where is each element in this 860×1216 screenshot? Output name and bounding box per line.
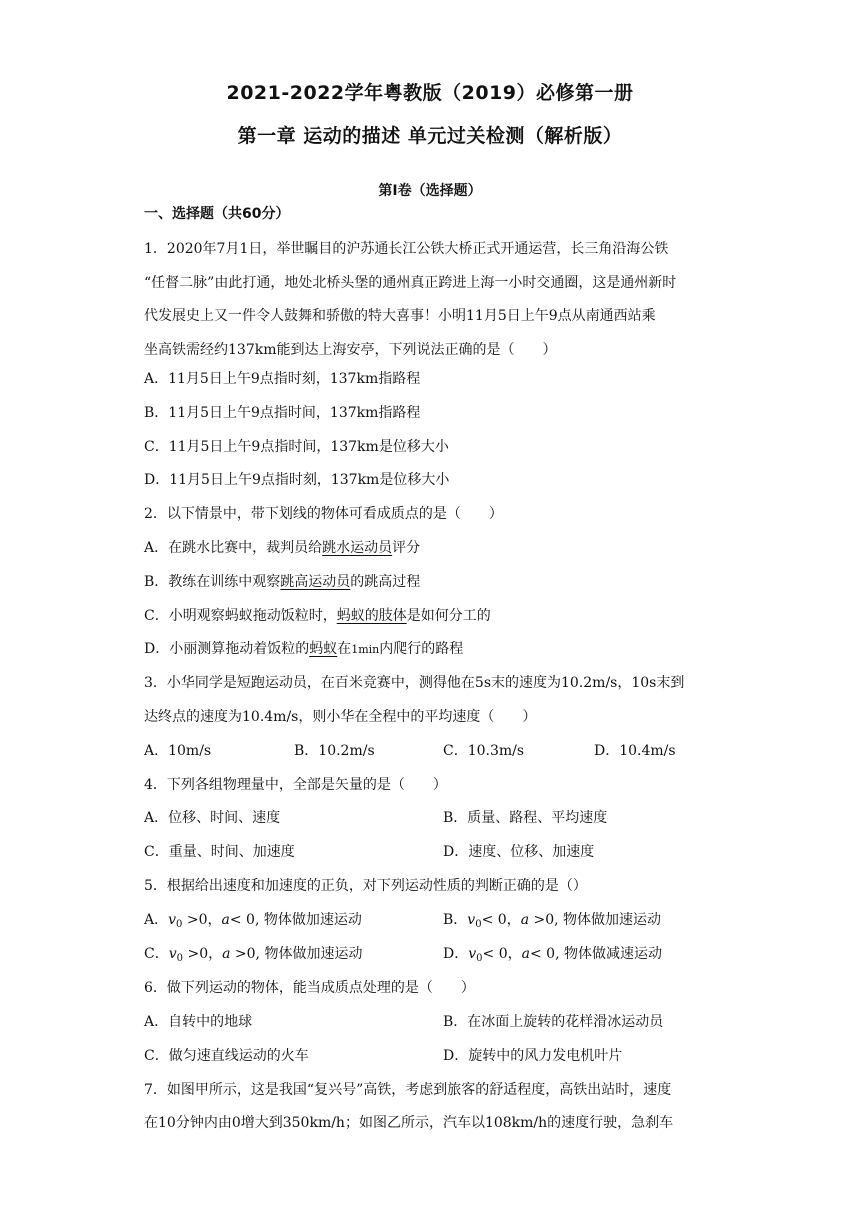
volume-heading: 第Ⅰ卷（选择题）	[378, 183, 482, 199]
q4-option-c: C．重量、时间、加速度	[144, 844, 295, 860]
q2-a-underlined: 跳水运动员	[322, 540, 393, 556]
q1-option-c: C．11月5日上午9点指时间，137km是位移大小	[144, 439, 449, 455]
q1-stem-line-4: 坐高铁需经约137km能到达上海安亭，下列说法正确的是（ ）	[144, 342, 557, 358]
q1-option-a: A．11月5日上午9点指时刻，137km指路程	[144, 371, 421, 387]
q2-d-underlined: 蚂蚁	[309, 641, 338, 657]
q3-option-b: B．10.2m/s	[294, 743, 375, 759]
q5-option-d: D．$v_0< 0$，a< 0, 物体做减速运动	[443, 946, 662, 964]
q5-option-b: B．$v_0< 0$，a >0, 物体做加速运动	[443, 912, 662, 930]
q4-option-d: D．速度、位移、加速度	[443, 844, 595, 860]
q3-stem-line-1: 3．小华同学是短跑运动员，在百米竞赛中，测得他在5s末的速度为10.2m/s，10s末到	[144, 675, 685, 691]
q6-stem: 6．做下列运动的物体，能当成质点处理的是（ ）	[144, 980, 475, 996]
q2-stem: 2．以下情景中，带下划线的物体可看成质点的是（ ）	[144, 506, 503, 522]
q4-stem: 4．下列各组物理量中，全部是矢量的是（ ）	[144, 777, 447, 793]
q2-option-c: C．小明观察蚂蚁拖动饭粒时，蚂蚁的肢体是如何分工的	[144, 608, 491, 624]
q3-stem-line-2: 达终点的速度为10.4m/s，则小华在全程中的平均速度（ ）	[144, 709, 537, 725]
q5-option-c: C．$v_0 >0$，a >0, 物体做加速运动	[144, 946, 363, 964]
q5-option-a: A．$v_0 >0$，a< 0, 物体做加速运动	[144, 912, 362, 930]
q2-option-a: A．在跳水比赛中，裁判员给跳水运动员评分	[144, 540, 421, 556]
q3-option-d: D．10.4m/s	[594, 743, 676, 759]
q6-option-a: A．自转中的地球	[144, 1014, 253, 1030]
section-heading: 一、选择题（共60分）	[144, 206, 290, 222]
q2-option-d: D．小丽测算拖动着饭粒的蚂蚁在1min内爬行的路程	[144, 641, 464, 657]
q3-option-c: C．10.3m/s	[443, 743, 525, 759]
document-subtitle: 第一章 运动的描述 单元过关检测（解析版）	[237, 125, 623, 147]
q6-option-c: C．做匀速直线运动的火车	[144, 1048, 309, 1064]
q1-option-d: D．11月5日上午9点指时刻，137km是位移大小	[144, 472, 450, 488]
q4-option-a: A．位移、时间、速度	[144, 810, 281, 826]
q1-stem-line-2: “任督二脉”由此打通，地处北桥头堡的通州真正跨进上海一小时交通圈，这是通州新时	[144, 275, 677, 291]
q5-stem: 5．根据给出速度和加速度的正负，对下列运动性质的判断正确的是（）	[144, 878, 587, 894]
q2-option-b: B．教练在训练中观察跳高运动员的跳高过程	[144, 574, 421, 590]
q7-stem-line-2: 在10分钟内由0增大到350km/h；如图乙所示，汽车以108km/h的速度行驶，急刹车	[144, 1115, 674, 1131]
q6-option-d: D．旋转中的风力发电机叶片	[443, 1048, 623, 1064]
q2-c-underlined: 蚂蚁的肢体	[336, 608, 407, 624]
q1-option-b: B．11月5日上午9点指时间，137km指路程	[144, 405, 421, 421]
q2-b-underlined: 跳高运动员	[280, 574, 351, 590]
q1-stem-line-1: 1．2020年7月1日，举世瞩目的沪苏通长江公铁大桥正式开通运营，长三角沿海公铁	[144, 241, 669, 257]
q6-option-b: B．在冰面上旋转的花样滑冰运动员	[443, 1014, 664, 1030]
document-title: 2021-2022学年粤教版（2019）必修第一册	[226, 82, 634, 104]
q3-option-a: A．10m/s	[144, 743, 212, 759]
q4-option-b: B．质量、路程、平均速度	[443, 810, 608, 826]
q1-stem-line-3: 代发展史上又一件令人鼓舞和骄傲的特大喜事！小明11月5日上午9点从南通西站乘	[144, 308, 656, 324]
q7-stem-line-1: 7．如图甲所示，这是我国“复兴号”高铁，考虑到旅客的舒适程度，高铁出站时，速度	[144, 1082, 672, 1098]
